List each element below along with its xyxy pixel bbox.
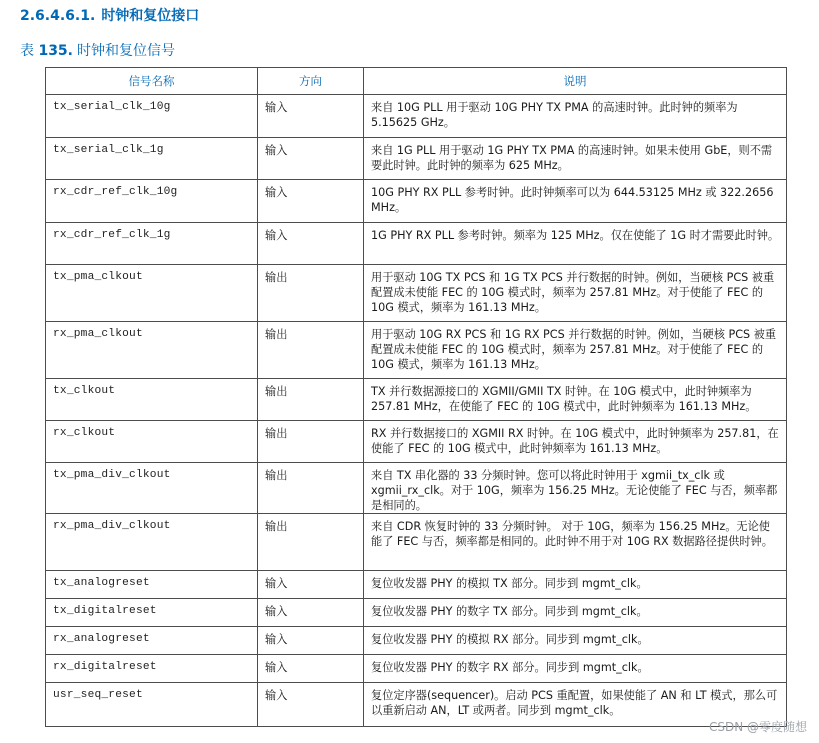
table-row	[46, 223, 787, 265]
signal-description: 1G PHY RX PLL 参考时钟。频率为 125 MHz。仅在使能了 1G 时才需要此时钟。	[364, 223, 787, 265]
signal-name: usr_seq_reset	[46, 683, 258, 727]
header-signal-name: 信号名称	[46, 68, 258, 95]
signal-name: rx_pma_clkout	[46, 322, 258, 379]
signal-description: 来自 TX 串化器的 33 分频时钟。您可以将此时钟用于 xgmii_tx_clk 或 xgmii_rx_clk。对于 10G，频率为 156.25 MHz。无论使能了 FEC 与否，频率都是相同的。	[364, 463, 787, 514]
watermark: CSDN @零度随想	[708, 720, 807, 734]
signal-direction: 输入	[258, 655, 364, 683]
signal-description: TX 并行数据源接口的 XGMII/GMII TX 时钟。在 10G 模式中，此时钟频率为 257.81 MHz，在使能了 FEC 的 10G 模式中，此时钟频率为 161.13 MHz。	[364, 379, 787, 421]
table-row	[46, 463, 787, 514]
signal-description: 用于驱动 10G RX PCS 和 1G RX PCS 并行数据的时钟。例如，当硬核 PCS 被重配置成未使能 FEC 的 10G 模式时，频率为 257.81 MHz。对于使能了 FEC 的 10G 模式，频率为 161.13 MHz。	[364, 322, 787, 379]
signal-direction: 输入	[258, 627, 364, 655]
header-direction: 方向	[258, 68, 364, 95]
signal-description: 复位收发器 PHY 的模拟 TX 部分。同步到 mgmt_clk。	[364, 571, 787, 599]
section-heading	[20, 5, 199, 25]
table-row	[46, 627, 787, 655]
signal-description: RX 并行数据接口的 XGMII RX 时钟。在 10G 模式中，此时钟频率为 257.81，在使能了 FEC 的 10G 模式中，此时钟频率为 161.13 MHz。	[364, 421, 787, 463]
signal-direction: 输出	[258, 514, 364, 571]
signal-name: rx_clkout	[46, 421, 258, 463]
signal-direction: 输出	[258, 322, 364, 379]
signal-name: tx_digitalreset	[46, 599, 258, 627]
signal-name: tx_pma_div_clkout	[46, 463, 258, 514]
signal-name: tx_serial_clk_1g	[46, 138, 258, 180]
table-caption-prefix: 表	[20, 43, 34, 59]
signal-description: 复位收发器 PHY 的数字 RX 部分。同步到 mgmt_clk。	[364, 655, 787, 683]
signal-direction: 输入	[258, 683, 364, 727]
signal-table	[45, 67, 787, 727]
signal-description: 来自 CDR 恢复时钟的 33 分频时钟。 对于 10G，频率为 156.25 MHz。无论使能了 FEC 与否，频率都是相同的。此时钟不用于对 10G RX 数据路径提供时钟。	[364, 514, 787, 571]
table-header-row	[46, 68, 787, 95]
signal-name: rx_digitalreset	[46, 655, 258, 683]
signal-direction: 输入	[258, 223, 364, 265]
table-number: 135.	[38, 43, 73, 59]
signal-name: rx_pma_div_clkout	[46, 514, 258, 571]
signal-description: 来自 10G PLL 用于驱动 10G PHY TX PMA 的高速时钟。此时钟的频率为 5.15625 GHz。	[364, 95, 787, 138]
signal-name: rx_analogreset	[46, 627, 258, 655]
signal-name: tx_serial_clk_10g	[46, 95, 258, 138]
table-row	[46, 379, 787, 421]
signal-name: tx_analogreset	[46, 571, 258, 599]
header-description: 说明	[364, 68, 787, 95]
section-number: 2.6.4.6.1.	[20, 8, 96, 24]
signal-direction: 输入	[258, 571, 364, 599]
signal-direction: 输入	[258, 180, 364, 223]
signal-description: 10G PHY RX PLL 参考时钟。此时钟频率可以为 644.53125 MHz 或 322.2656 MHz。	[364, 180, 787, 223]
signal-description: 复位收发器 PHY 的模拟 RX 部分。同步到 mgmt_clk。	[364, 627, 787, 655]
signal-direction: 输出	[258, 421, 364, 463]
signal-name: tx_clkout	[46, 379, 258, 421]
signal-direction: 输入	[258, 138, 364, 180]
section-title: 时钟和复位接口	[101, 8, 200, 24]
signal-direction: 输出	[258, 379, 364, 421]
signal-name: tx_pma_clkout	[46, 265, 258, 322]
table-row	[46, 599, 787, 627]
signal-direction: 输入	[258, 95, 364, 138]
table-row	[46, 514, 787, 571]
table-row	[46, 655, 787, 683]
signal-direction: 输出	[258, 265, 364, 322]
signal-description: 用于驱动 10G TX PCS 和 1G TX PCS 并行数据的时钟。例如，当硬核 PCS 被重配置成未使能 FEC 的 10G 模式时，频率为 257.81 MHz。对于使能了 FEC 的 10G 模式，频率为 161.13 MHz。	[364, 265, 787, 322]
signal-description: 复位定序器(sequencer)。启动 PCS 重配置，如果使能了 AN 和 LT 模式，那么可以重新启动 AN，LT 或两者。同步到 mgmt_clk。	[364, 683, 787, 727]
signal-direction: 输出	[258, 463, 364, 514]
signal-name: rx_cdr_ref_clk_10g	[46, 180, 258, 223]
signal-name: rx_cdr_ref_clk_1g	[46, 223, 258, 265]
table-row	[46, 138, 787, 180]
table-row	[46, 180, 787, 223]
table-row	[46, 265, 787, 322]
signal-description: 来自 1G PLL 用于驱动 1G PHY TX PMA 的高速时钟。如果未使用 GbE，则不需要此时钟。此时钟的频率为 625 MHz。	[364, 138, 787, 180]
table-row	[46, 571, 787, 599]
signal-description: 复位收发器 PHY 的数字 TX 部分。同步到 mgmt_clk。	[364, 599, 787, 627]
table-caption	[20, 40, 175, 60]
table-row	[46, 322, 787, 379]
table-row	[46, 683, 787, 727]
table-row	[46, 95, 787, 138]
signal-direction: 输入	[258, 599, 364, 627]
table-title: 时钟和复位信号	[77, 43, 175, 59]
table-row	[46, 421, 787, 463]
